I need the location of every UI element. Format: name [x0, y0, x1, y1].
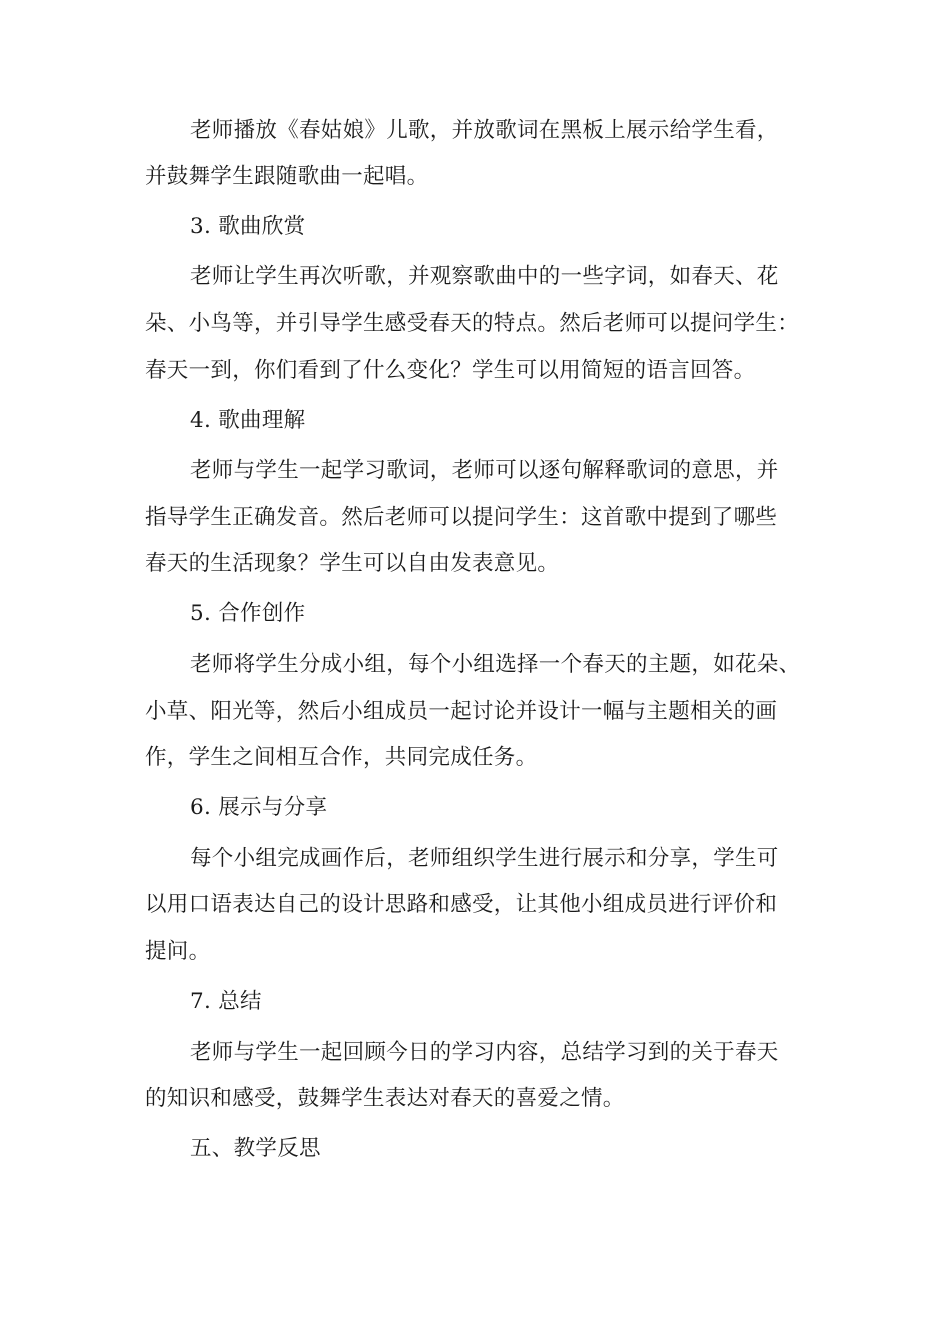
- paragraph-sharing-line-3: 提问。: [145, 939, 211, 964]
- paragraph-sharing-line-1: 每个小组完成画作后，老师组织学生进行展示和分享，学生可: [190, 846, 779, 871]
- section-heading-6: 6. 展示与分享: [190, 795, 328, 820]
- paragraph-appreciation-line-3: 春天一到，你们看到了什么变化？学生可以用简短的语言回答。: [145, 358, 756, 383]
- paragraph-creation-line-1: 老师将学生分成小组，每个小组选择一个春天的主题，如花朵、: [190, 652, 801, 677]
- paragraph-understanding-line-3: 春天的生活现象？学生可以自由发表意见。: [145, 551, 560, 576]
- section-heading-3: 3. 歌曲欣赏: [190, 214, 306, 239]
- paragraph-creation-line-3: 作，学生之间相互合作，共同完成任务。: [145, 745, 538, 770]
- paragraph-sharing-line-2: 以用口语表达自己的设计思路和感受，让其他小组成员进行评价和: [145, 892, 778, 917]
- paragraph-appreciation-line-2: 朵、小鸟等，并引导学生感受春天的特点。然后老师可以提问学生：: [145, 311, 800, 336]
- paragraph-summary-line-2: 的知识和感受，鼓舞学生表达对春天的喜爱之情。: [145, 1086, 625, 1111]
- paragraph-summary-line-1: 老师与学生一起回顾今日的学习内容，总结学习到的关于春天: [190, 1040, 779, 1065]
- paragraph-song-play-line-2: 并鼓舞学生跟随歌曲一起唱。: [145, 164, 429, 189]
- paragraph-song-play-line-1: 老师播放《春姑娘》儿歌，并放歌词在黑板上展示给学生看，: [190, 118, 779, 143]
- section-heading-reflection: 五、教学反思: [190, 1136, 321, 1161]
- paragraph-creation-line-2: 小草、阳光等，然后小组成员一起讨论并设计一幅与主题相关的画: [145, 699, 778, 724]
- paragraph-understanding-line-2: 指导学生正确发音。然后老师可以提问学生：这首歌中提到了哪些: [145, 505, 778, 530]
- section-heading-5: 5. 合作创作: [190, 601, 306, 626]
- section-heading-4: 4. 歌曲理解: [190, 408, 306, 433]
- paragraph-appreciation-line-1: 老师让学生再次听歌，并观察歌曲中的一些字词，如春天、花: [190, 264, 779, 289]
- paragraph-understanding-line-1: 老师与学生一起学习歌词，老师可以逐句解释歌词的意思，并: [190, 458, 779, 483]
- section-heading-7: 7. 总结: [190, 989, 262, 1014]
